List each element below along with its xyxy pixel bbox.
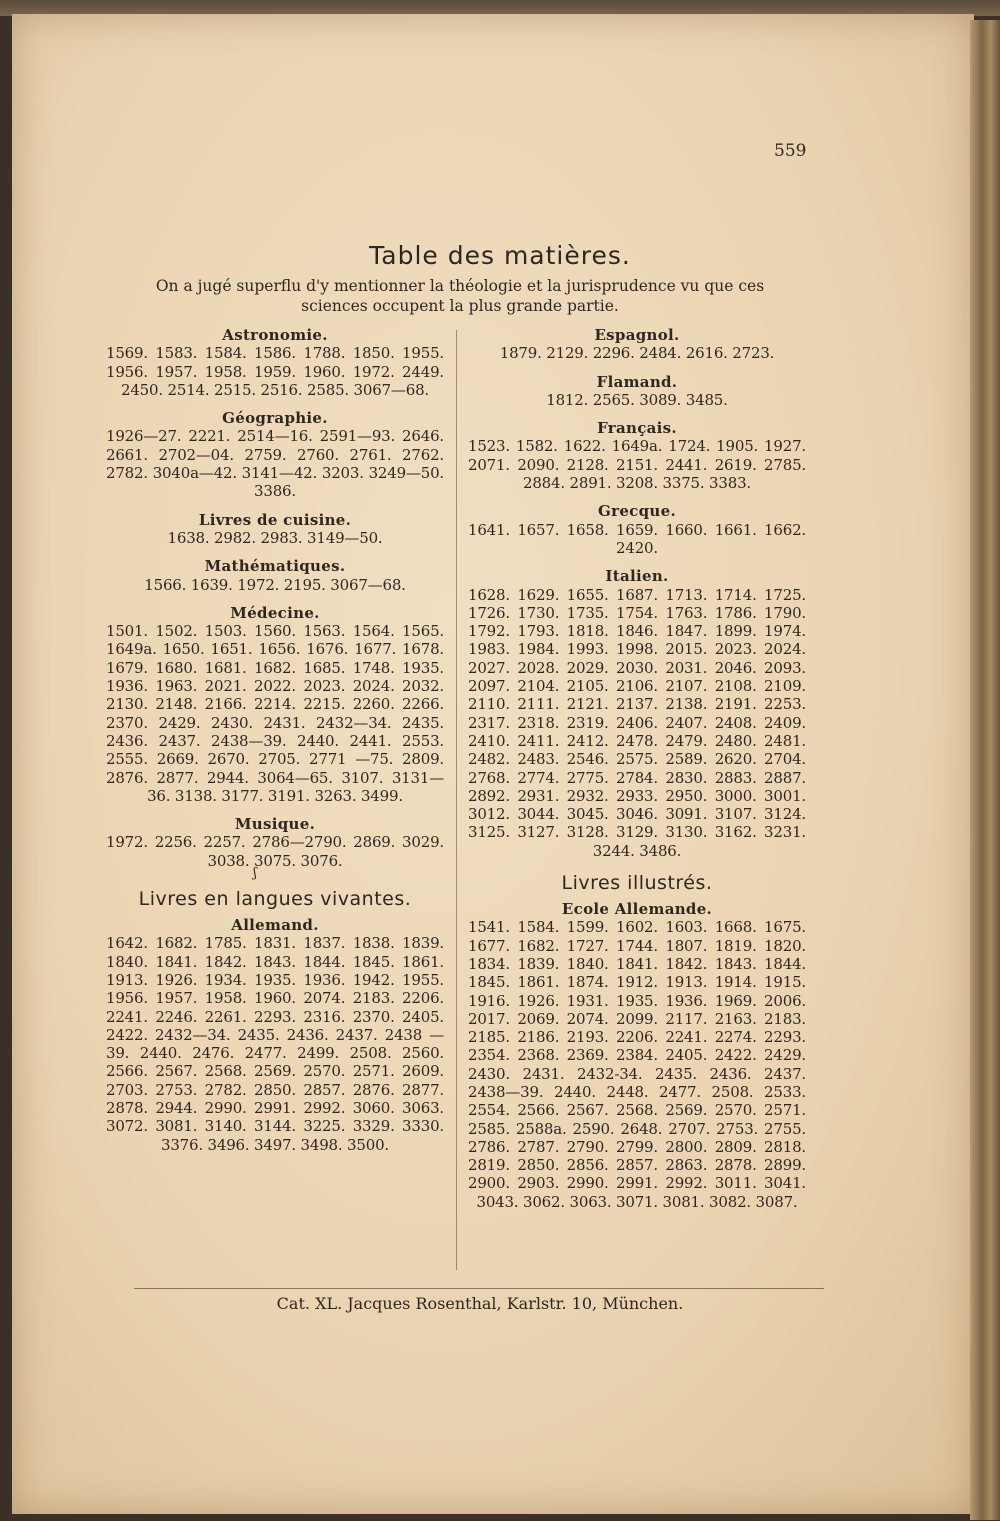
right-column [468,326,806,1221]
section-heading: Livres de cuisine. [198,510,352,529]
section-numbers: 1541. 1584. 1599. 1602. 1603. 1668. 1675. 1677. 1682. 1727. 1744. 1807. 1819. 1820. 1834. 1839. 1840. 1841. 1842. 1843. 1844. 1845. 1861. 1874. 1912. 1913. 1914. 1915. 1916. 1926. 1931. 1935. 1936. 1969. 2006. 2017. 2069. 2074. 2099. 2117. 2163. 2183. 2185. 2186. 2193. 2206. 2241. 2274. 2293. 2354. 2368. 2369. 2384. 2405. 2422. 2429. 2430. 2431. 2432-34. 2435. 2436. 2437. 2438—39. 2440. 2448. 2477. 2508. 2533. 2554. 2566. 2567. 2568. 2569. 2570. 2571. 2585. 2588a. 2590. 2648. 2707. 2753. 2755. 2786. 2787. 2790. 2799. 2800. 2809. 2818. 2819. 2850. 2856. 2857. 2863. 2878. 2899. 2900. 2903. 2990. 2991. 2992. 3011. 3041. 3043. 3062. 3063. 3071. 3081. 3082. 3087. [468,918,806,1211]
section-numbers: 1641. 1657. 1658. 1659. 1660. 1661. 1662. 2420. [468,520,806,557]
section-francais [468,419,806,492]
section-numbers: 1812. 2565. 3089. 3485. [546,390,728,409]
section-musique [106,815,444,870]
handwritten-mark: ʃ [253,866,257,882]
section-geographie [106,409,444,500]
section-heading: Flamand. [596,372,678,391]
section-heading: Italien. [605,567,669,586]
section-ecole-allemande [468,900,806,1211]
section-heading: Ecole Allemande. [561,900,713,919]
section-flamand [468,373,806,410]
section-heading: Mathématiques. [204,557,346,576]
page-number: 559 [774,141,807,161]
section-numbers: 1638. 2982. 2983. 3149—50. [167,528,383,547]
section-medecine [106,604,444,805]
section-heading: Musique. [234,815,316,834]
column-divider [456,330,457,1270]
section-allemand [106,916,444,1154]
section-heading: Astronomie. [222,326,328,344]
section-cuisine [106,511,444,548]
section-heading: Français. [597,419,677,438]
catalog-footer: Cat. XL. Jacques Rosenthal, Karlstr. 10, München. [276,1294,684,1313]
section-heading: Médecine. [230,603,320,622]
section-espagnol [468,326,806,363]
illustres-heading: Livres illustrés. [561,872,713,895]
langues-heading: Livres en langues vivantes. [138,888,412,911]
section-numbers: 1523. 1582. 1622. 1649a. 1724. 1905. 1927. 2071. 2090. 2128. 2151. 2441. 2619. 2785. 2884. 2891. 3208. 3375. 3383. [468,437,806,493]
section-grecque [468,502,806,557]
section-numbers: 1501. 1502. 1503. 1560. 1563. 1564. 1565. 1649a. 1650. 1651. 1656. 1676. 1677. 1678. 1679. 1680. 1681. 1682. 1685. 1748. 1935. 1936. 1963. 2021. 2022. 2023. 2024. 2032. 2130. 2148. 2166. 2214. 2215. 2260. 2266. 2370. 2429. 2430. 2431. 2432—34. 2435. 2436. 2437. 2438—39. 2440. 2441. 2553. 2555. 2669. 2670. 2705. 2771 —75. 2809. 2876. 2877. 2944. 3064—65. 3107. 3131—36. 3138. 3177. 3191. 3263. 3499. [106,622,444,805]
section-heading: Allemand. [231,916,319,935]
section-numbers: 1569. 1583. 1584. 1586. 1788. 1850. 1955. 1956. 1957. 1958. 1959. 1960. 1972. 2449. 2450. 2514. 2515. 2516. 2585. 3067—68. [106,344,444,399]
section-numbers: 1566. 1639. 1972. 2195. 3067—68. [144,575,406,594]
section-numbers: 1926—27. 2221. 2514—16. 2591—93. 2646. 2661. 2702—04. 2759. 2760. 2761. 2762. 2782. 3040a—42. 3141—42. 3203. 3249—50. 3386. [106,427,444,501]
section-mathematiques [106,557,444,594]
page-title: Table des matières. [369,241,631,270]
section-numbers: 1642. 1682. 1785. 1831. 1837. 1838. 1839. 1840. 1841. 1842. 1843. 1844. 1845. 1861. 1913. 1926. 1934. 1935. 1936. 1942. 1955. 1956. 1957. 1958. 1960. 2074. 2183. 2206. 2241. 2246. 2261. 2293. 2316. 2370. 2405. 2422. 2432—34. 2435. 2436. 2437. 2438 —39. 2440. 2476. 2477. 2499. 2508. 2560. 2566. 2567. 2568. 2569. 2570. 2571. 2609. 2703. 2753. 2782. 2850. 2857. 2876. 2877. 2878. 2944. 2990. 2991. 2992. 3060. 3063. 3072. 3081. 3140. 3144. 3225. 3329. 3330. 3376. 3496. 3497. 3498. 3500. [106,934,444,1154]
section-heading: Espagnol. [594,326,680,344]
section-numbers: 1972. 2256. 2257. 2786—2790. 2869. 3029. 3038. 3075. 3076. [106,833,444,870]
intro-text: On a jugé superflu d'y mentionner la théologie et la jurisprudence vu que ces sciences occupent la plus grande partie. [155,277,765,315]
section-heading: Géographie. [222,409,328,428]
section-numbers: 1628. 1629. 1655. 1687. 1713. 1714. 1725. 1726. 1730. 1735. 1754. 1763. 1786. 1790. 1792. 1793. 1818. 1846. 1847. 1899. 1974. 1983. 1984. 1993. 1998. 2015. 2023. 2024. 2027. 2028. 2029. 2030. 2031. 2046. 2093. 2097. 2104. 2105. 2106. 2107. 2108. 2109. 2110. 2111. 2121. 2137. 2138. 2191. 2253. 2317. 2318. 2319. 2406. 2407. 2408. 2409. 2410. 2411. 2412. 2478. 2479. 2480. 2481. 2482. 2483. 2546. 2575. 2589. 2620. 2704. 2768. 2774. 2775. 2784. 2830. 2883. 2887. 2892. 2931. 2932. 2933. 2950. 3000. 3001. 3012. 3044. 3045. 3046. 3091. 3107. 3124. 3125. 3127. 3128. 3129. 3130. 3162. 3231. 3244. 3486. [468,585,806,860]
section-italien [468,567,806,860]
section-heading: Grecque. [598,502,676,521]
section-numbers: 1879. 2129. 2296. 2484. 2616. 2723. [499,344,775,363]
left-column [106,326,444,1164]
section-astronomie [106,326,444,399]
footer-rule [134,1288,824,1289]
